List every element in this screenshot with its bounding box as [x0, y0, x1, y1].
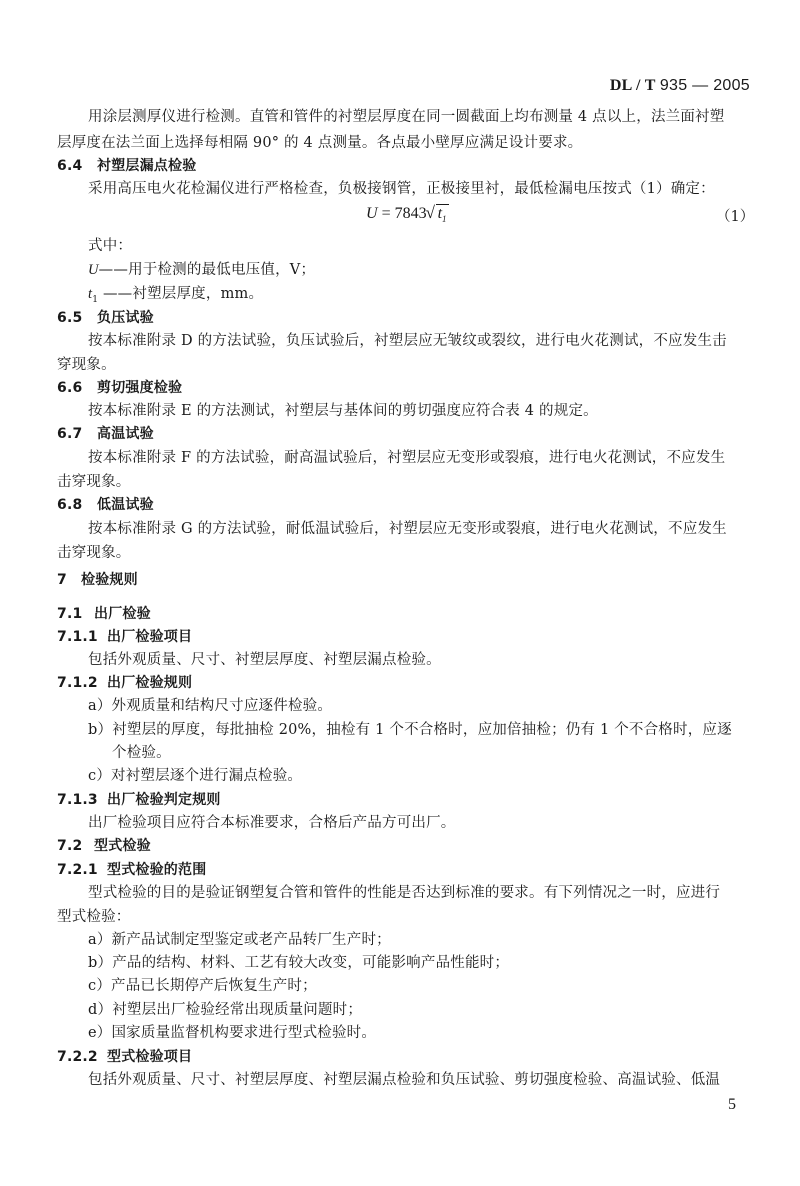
paragraph-line: 穿现象。	[57, 357, 116, 373]
equation-number: （1）	[716, 209, 755, 225]
chapter-heading-7: 7 检验规则	[57, 572, 138, 588]
list-item-continuation: 个检验。	[112, 745, 171, 761]
paragraph-line: 按本标准附录 F 的方法试验，耐高温试验后，衬塑层应无变形或裂痕，进行电火花测试，不应发生	[88, 450, 726, 466]
standard-prefix: DL / T	[609, 77, 656, 94]
section-heading-7-1: 7.1 出厂检验	[57, 606, 151, 622]
paragraph-line: 包括外观质量、尺寸、衬塑层厚度、衬塑层漏点检验。	[88, 652, 441, 668]
section-heading-6-8: 6.8 低温试验	[57, 497, 154, 513]
paragraph-line: 按本标准附录 G 的方法试验，耐低温试验后，衬塑层应无变形或裂痕，进行电火花测试，不应发生	[88, 521, 727, 537]
paragraph-line: 击穿现象。	[57, 545, 131, 561]
list-item: c）产品已长期停产后恢复生产时；	[88, 978, 317, 994]
paragraph-line: 出厂检验项目应符合本标准要求，合格后产品方可出厂。	[88, 815, 456, 831]
standard-number: 935 — 2005	[659, 77, 750, 94]
section-heading-7-1-1: 7.1.1 出厂检验项目	[57, 629, 193, 645]
where-item: $t_1$ ——衬塑层厚度，mm。	[88, 286, 264, 305]
list-item: c）对衬塑层逐个进行漏点检验。	[88, 768, 303, 784]
paragraph-line: 按本标准附录 E 的方法测试，衬塑层与基体间的剪切强度应符合表 4 的规定。	[88, 403, 598, 419]
list-item: b）产品的结构、材料、工艺有较大改变，可能影响产品性能时；	[88, 955, 510, 971]
section-heading-7-2-1: 7.2.1 型式检验的范围	[57, 862, 207, 878]
list-item: e）国家质量监督机构要求进行型式检验时。	[88, 1025, 377, 1041]
page-number: 5	[728, 1096, 736, 1113]
formula-1: U = 7843 √ $t_1$	[366, 205, 449, 224]
section-heading-7-2-2: 7.2.2 型式检验项目	[57, 1049, 193, 1065]
paragraph-line: 层厚度在法兰面上选择每相隔 90° 的 4 点测量。各点最小壁厚应满足设计要求。	[57, 135, 583, 151]
paragraph-line: 用涂层测厚仪进行检测。直管和管件的衬塑层厚度在同一圆截面上均布测量 4 点以上，法兰面衬塑	[88, 109, 725, 125]
list-item: a）新产品试制定型鉴定或老产品转厂生产时；	[88, 932, 391, 948]
standard-code	[610, 77, 750, 95]
section-heading-7-2: 7.2 型式检验	[57, 838, 151, 854]
section-heading-6-4: 6.4 衬塑层漏点检验	[57, 158, 197, 174]
section-heading-7-1-2: 7.1.2 出厂检验规则	[57, 675, 193, 691]
list-item: d）衬塑层出厂检验经常出现质量问题时；	[88, 1002, 363, 1018]
paragraph-line: 击穿现象。	[57, 474, 131, 490]
paragraph-line: 包括外观质量、尺寸、衬塑层厚度、衬塑层漏点检验和负压试验、剪切强度检验、高温试验、低温	[88, 1072, 721, 1088]
paragraph-line: 按本标准附录 D 的方法试验，负压试验后，衬塑层应无皱纹或裂纹，进行电火花测试，不应发生击	[88, 333, 727, 349]
paragraph-line: 型式检验的目的是验证钢塑复合管和管件的性能是否达到标准的要求。有下列情况之一时，应进行	[88, 885, 721, 901]
list-item: a）外观质量和结构尺寸应逐件检验。	[88, 698, 333, 714]
list-item: b）衬塑层的厚度，每批抽检 20%，抽检有 1 个不合格时，应加倍抽检；仍有 1 个不合格时，应逐	[88, 722, 732, 738]
where-label: 式中：	[88, 238, 133, 254]
section-heading-7-1-3: 7.1.3 出厂检验判定规则	[57, 792, 221, 808]
sqrt-symbol: √ $t_1$	[427, 205, 449, 224]
section-heading-6-5: 6.5 负压试验	[57, 310, 154, 326]
paragraph-line: 型式检验：	[57, 909, 131, 925]
section-heading-6-7: 6.7 高温试验	[57, 426, 154, 442]
section-heading-6-6: 6.6 剪切强度检验	[57, 380, 183, 396]
where-item: U——用于检测的最低电压值，V；	[88, 262, 316, 278]
paragraph-line: 采用高压电火花检漏仪进行严格检查，负极接钢管，正极接里衬，最低检漏电压按式（1）确定：	[88, 181, 715, 197]
